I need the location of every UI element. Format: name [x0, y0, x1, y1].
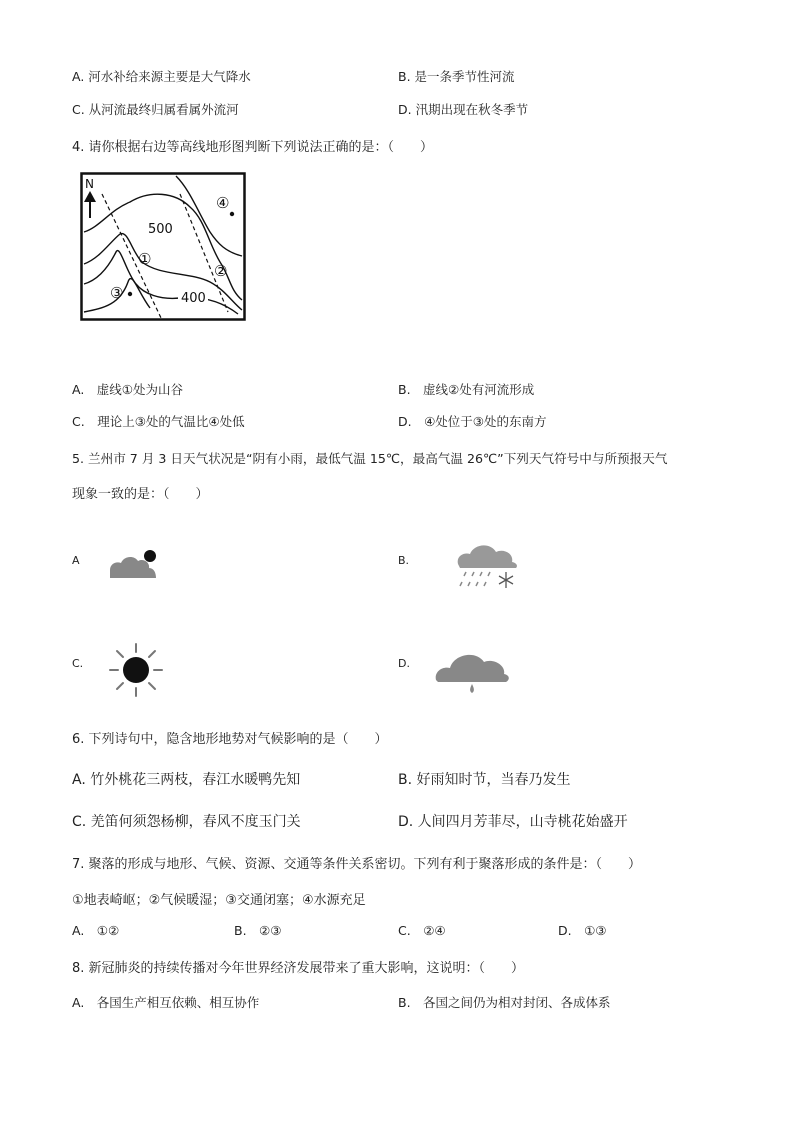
q5-label-a: A: [72, 554, 80, 567]
cloud-sun-icon: [106, 546, 162, 580]
mark-2: ②: [214, 262, 228, 280]
q6-stem: 6. 下列诗句中，隐含地形地势对气候影响的是（ ）: [72, 732, 388, 747]
q5-stem-line2: 现象一致的是：（ ）: [72, 487, 209, 502]
q5-label-b: B.: [398, 554, 410, 567]
north-arrowhead-icon: [84, 191, 96, 202]
q8-option-b: B. 各国之间仍为相对封闭、各成体系: [398, 995, 611, 1010]
cloud-light-rain-icon: [432, 646, 512, 696]
q7-conditions: ①地表崎岖；②气候暖湿；③交通闭塞；④水源充足: [72, 893, 366, 908]
q6-option-d: D. 人间四月芳菲尽，山寺桃花始盛开: [398, 814, 628, 830]
q8-stem: 8. 新冠肺炎的持续传播对今年世界经济发展带来了重大影响，这说明：（ ）: [72, 961, 525, 976]
mark-1: ①: [138, 250, 152, 268]
rain-snow-icon: [454, 540, 520, 592]
q4-stem: 4. 请你根据右边等高线地形图判断下列说法正确的是：（ ）: [72, 140, 434, 155]
q5-stem-line1: 5. 兰州市 7 月 3 日天气状况是“阴有小雨，最低气温 15℃，最高气温 26℃”下列天气符号中与所预报天气: [72, 451, 668, 466]
q3-option-d: D. 汛期出现在秋冬季节: [398, 102, 529, 117]
q6-option-b: B. 好雨知时节，当春乃发生: [398, 772, 571, 788]
q7-stem: 7. 聚落的形成与地形、气候、资源、交通等条件关系密切。下列有利于聚落形成的条件是：（ ）: [72, 857, 642, 872]
q5-label-d: D.: [398, 657, 410, 670]
q4-option-d: D. ④处位于③处的东南方: [398, 414, 547, 429]
q3-option-c: C. 从河流最终归属看属外流河: [72, 102, 239, 117]
contour-label-400: 400: [181, 291, 206, 306]
q7-option-d: D. ①③: [558, 923, 607, 938]
q4-option-c: C. 理论上③处的气温比④处低: [72, 414, 245, 429]
point-3: [128, 292, 132, 296]
q4-option-b: B. 虚线②处有河流形成: [398, 382, 535, 397]
q3-option-b: B. 是一条季节性河流: [398, 69, 515, 84]
q7-option-b: B. ②③: [234, 923, 282, 938]
q5-label-c: C.: [72, 657, 84, 670]
q7-option-a: A. ①②: [72, 923, 120, 938]
mark-4: ④: [216, 194, 230, 212]
mark-3: ③: [110, 284, 124, 302]
q6-option-a: A. 竹外桃花三两枝，春江水暖鸭先知: [72, 772, 301, 788]
q3-option-a: A. 河水补给来源主要是大气降水: [72, 69, 251, 84]
contour-label-500: 500: [148, 222, 173, 237]
q8-option-a: A. 各国生产相互依赖、相互协作: [72, 995, 260, 1010]
contour-line-400: [84, 251, 238, 314]
point-4: [230, 212, 234, 216]
north-label: N: [85, 177, 94, 191]
q6-option-c: C. 羌笛何须怨杨柳，春风不度玉门关: [72, 814, 301, 830]
q7-option-c: C. ②④: [398, 923, 446, 938]
q4-option-a: A. 虚线①处为山谷: [72, 382, 184, 397]
sun-icon: [108, 642, 164, 698]
contour-map: [80, 172, 246, 322]
